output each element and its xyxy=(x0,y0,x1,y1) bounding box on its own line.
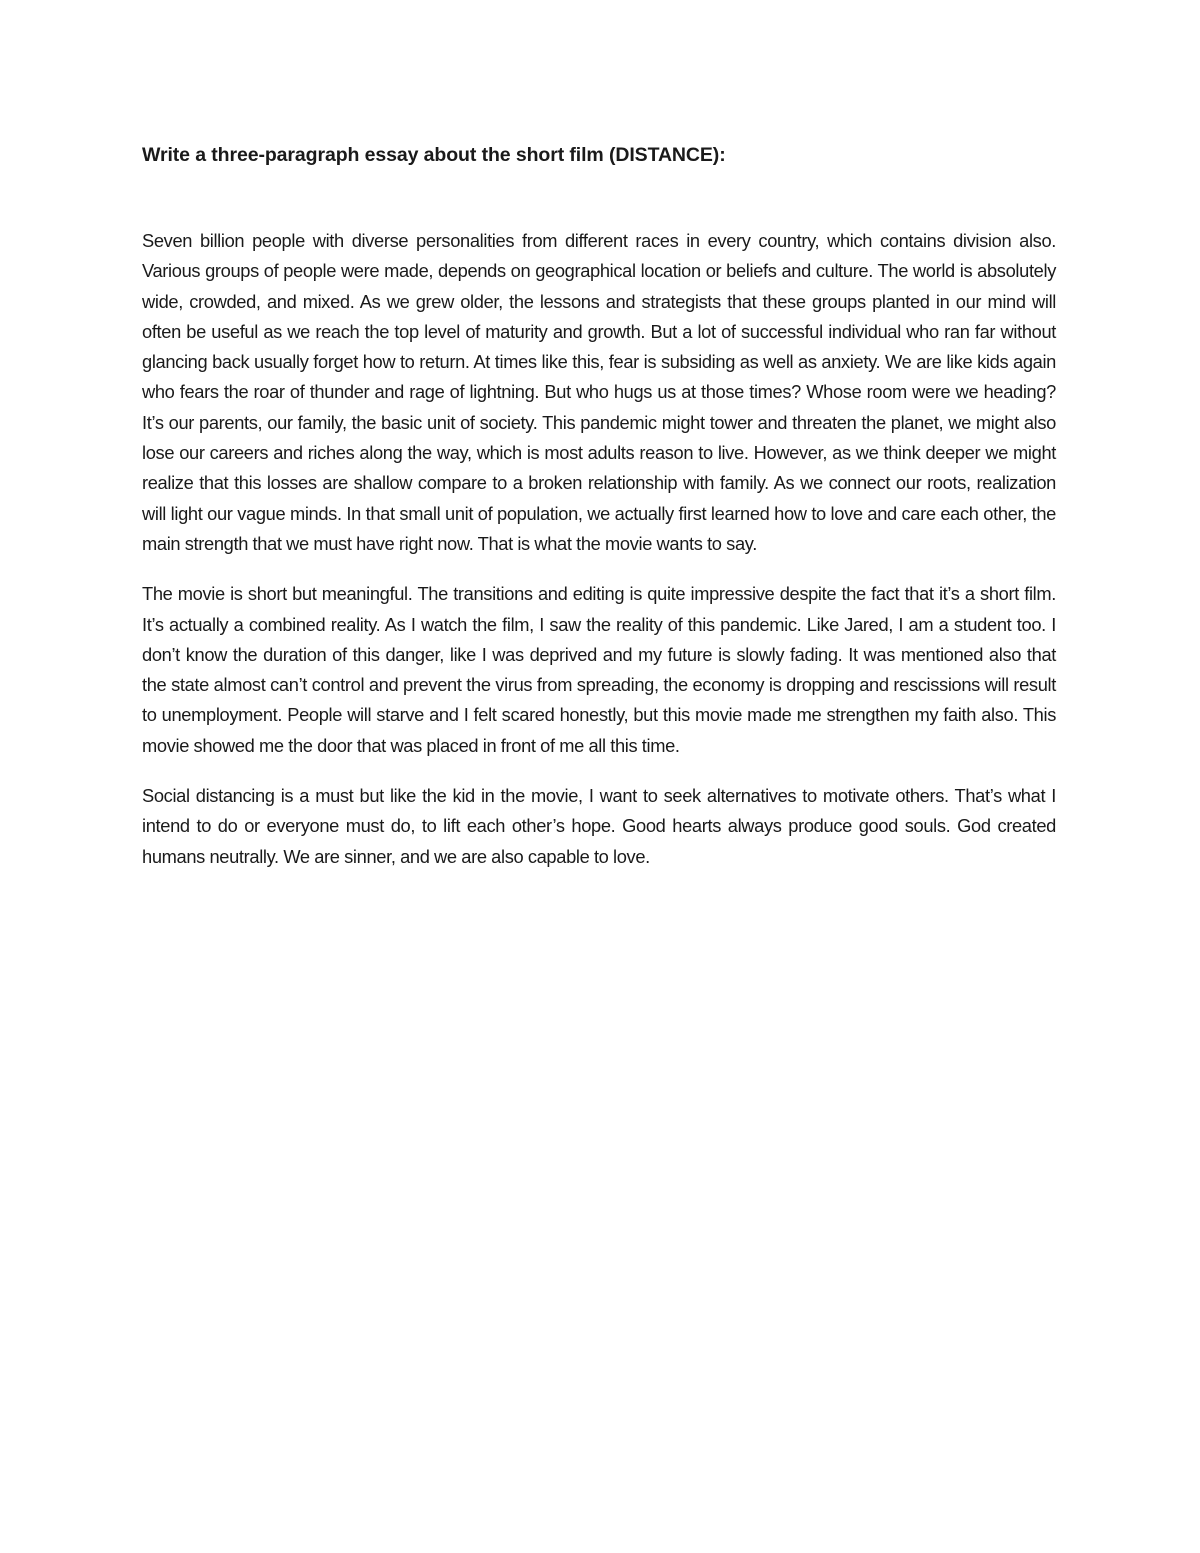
essay-paragraph-2: The movie is short but meaningful. The transitions and editing is quite impressive despite the fact that it’s a short film. It’s actually a combined reality. As I watch the film, I saw the reality of this pandemic. Like Jared, I am a student too. I don’t know the duration of this danger, like I was deprived and my future is slowly fading. It was mentioned also that the state almost can’t control and prevent the virus from spreading, the economy is dropping and rescissions will result to unemployment. People will starve and I felt scared honestly, but this movie made me strengthen my faith also. This movie showed me the door that was placed in front of me all this time. xyxy=(142,583,1056,756)
essay-prompt-title: Write a three-paragraph essay about the short film (DISTANCE): xyxy=(142,144,726,166)
essay-paragraph-3: Social distancing is a must but like the kid in the movie, I want to seek alternatives to motivate others. That’s what I intend to do or everyone must do, to lift each other’s hope. Good hearts always produce good souls. God created humans neutrally. We are sinner, and we are also capable to love. xyxy=(142,785,1056,867)
essay-paragraph-1: Seven billion people with diverse personalities from different races in every country, which contains division also. Various groups of people were made, depends on geographical location or beliefs and culture. The world is absolutely wide, crowded, and mixed. As we grew older, the lessons and strategists that these groups planted in our mind will often be useful as we reach the top level of maturity and growth. But a lot of successful individual who ran far without glancing back usually forget how to return. At times like this, fear is subsiding as well as anxiety. We are like kids again who fears the roar of thunder and rage of lightning. But who hugs us at those times? Whose room were we heading? It’s our parents, our family, the basic unit of society. This pandemic might tower and threaten the planet, we might also lose our careers and riches along the way, which is most adults reason to live. However, as we think deeper we might realize that this losses are shallow compare to a broken relationship with family. As we connect our roots, realization will light our vague minds. In that small unit of population, we actually first learned how to love and care each other, the main strength that we must have right now. That is what the movie wants to say. xyxy=(142,230,1056,554)
document-body xyxy=(142,140,1056,892)
